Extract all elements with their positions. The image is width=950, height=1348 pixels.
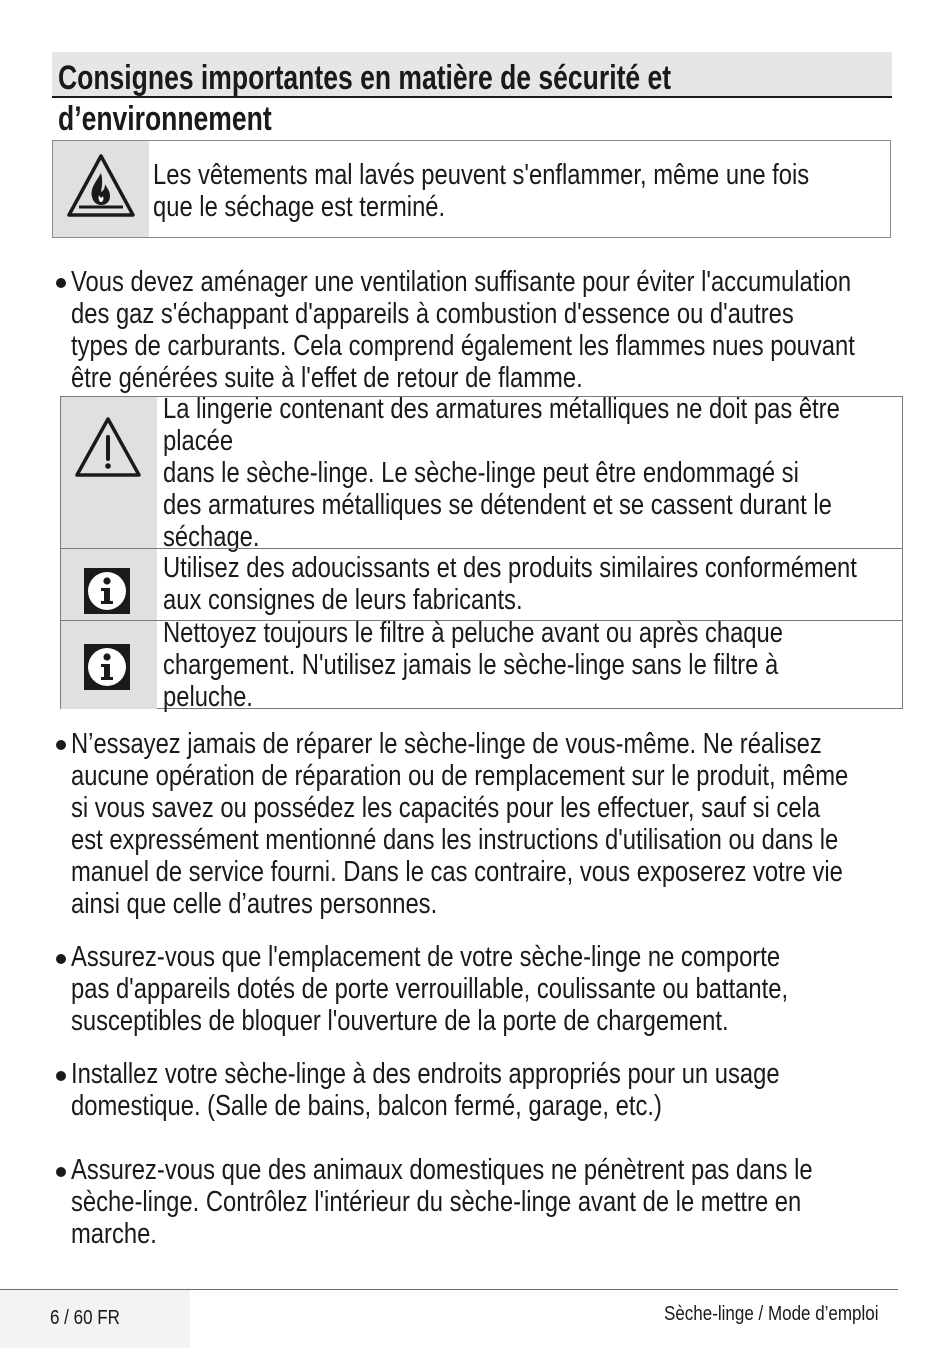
bullet-dot: [56, 1167, 66, 1177]
info-icon: [83, 567, 131, 615]
lingerie-line-3: dans le sèche-linge. Le sèche-linge peut être endommagé si: [163, 457, 799, 489]
notice-icon-cell: [61, 621, 157, 709]
softeners-line-2: aux consignes de leurs fabricants.: [163, 584, 523, 616]
notice-table: [60, 393, 903, 713]
ventilation-line-1: Vous devez aménager une ventilation suffisante pour éviter l'accumulation: [71, 266, 852, 298]
repair-line-6: ainsi que celle d’autres personnes.: [71, 888, 438, 920]
flammable-warning-icon: [65, 151, 137, 223]
section-title-line-1: Consignes importantes en matière de sécurité et: [58, 59, 672, 97]
lint-filter-line-3: peluche.: [163, 681, 253, 713]
warning-triangle-icon: [73, 415, 143, 479]
notice-icon-cell: [61, 397, 157, 548]
lingerie-line-5: séchage.: [163, 521, 260, 553]
fire-warning-line-1: Les vêtements mal lavés peuvent s'enflammer, même une fois: [153, 159, 810, 191]
install-line-2: domestique. (Salle de bains, balcon fermé, garage, etc.): [71, 1090, 662, 1122]
location-line-1: Assurez-vous que l'emplacement de votre sèche-linge ne comporte: [71, 941, 781, 973]
repair-line-5: manuel de service fourni. Dans le cas contraire, vous exposerez votre vie: [71, 856, 843, 888]
repair-line-1: N’essayez jamais de réparer le sèche-linge de vous-même. Ne réalisez: [71, 728, 822, 760]
notice-row-lint-filter: [61, 617, 902, 713]
pets-line-2: sèche-linge. Contrôlez l'intérieur du sèche-linge avant de le mettre en: [71, 1186, 802, 1218]
notice-row-lingerie: [61, 393, 902, 553]
fire-warning-box: [52, 140, 891, 238]
ventilation-line-4: être générées suite à l'effet de retour de flamme.: [71, 362, 583, 394]
manual-title: Sèche-linge / Mode d’emploi: [664, 1303, 879, 1325]
location-line-2: pas d'appareils dotés de porte verrouillable, coulissante ou battante,: [71, 973, 789, 1005]
bullet-dot: [56, 1071, 66, 1081]
notice-row-softeners: [61, 548, 902, 621]
ventilation-line-2: des gaz s'échappant d'appareils à combustion d'essence ou d'autres: [71, 298, 794, 330]
section-title-line-2: d’environnement: [58, 100, 272, 138]
bullet-dot: [56, 278, 66, 288]
lint-filter-line-1: Nettoyez toujours le filtre à peluche avant ou après chaque: [163, 617, 783, 649]
location-line-3: susceptibles de bloquer l'ouverture de la porte de chargement.: [71, 1005, 729, 1037]
ventilation-line-3: types de carburants. Cela comprend également les flammes nues pouvant: [71, 330, 855, 362]
install-line-1: Installez votre sèche-linge à des endroits appropriés pour un usage: [71, 1058, 780, 1090]
pets-line-3: marche.: [71, 1218, 157, 1250]
repair-line-2: aucune opération de réparation ou de remplacement sur le produit, même: [71, 760, 849, 792]
fire-warning-icon-cell: [53, 141, 149, 237]
lingerie-line-2: placée: [163, 425, 234, 457]
lingerie-line-1: La lingerie contenant des armatures métalliques ne doit pas être: [163, 393, 840, 425]
lingerie-line-4: des armatures métalliques se détendent et se cassent durant le: [163, 489, 832, 521]
repair-line-3: si vous savez ou possédez les capacités pour les effectuer, sauf si cela: [71, 792, 821, 824]
bullet-dot: [56, 740, 66, 750]
notice-icon-cell: [61, 549, 157, 621]
fire-warning-line-2: que le séchage est terminé.: [153, 191, 446, 223]
bullet-dot: [56, 954, 66, 964]
pets-line-1: Assurez-vous que des animaux domestiques ne pénètrent pas dans le: [71, 1154, 813, 1186]
repair-line-4: est expressément mentionné dans les instructions d'utilisation ou dans le: [71, 824, 839, 856]
softeners-line-1: Utilisez des adoucissants et des produits similaires conformément: [163, 552, 857, 584]
lint-filter-line-2: chargement. N'utilisez jamais le sèche-linge sans le filtre à: [163, 649, 779, 681]
page-number: 6 / 60 FR: [50, 1307, 120, 1329]
info-icon: [83, 643, 131, 691]
